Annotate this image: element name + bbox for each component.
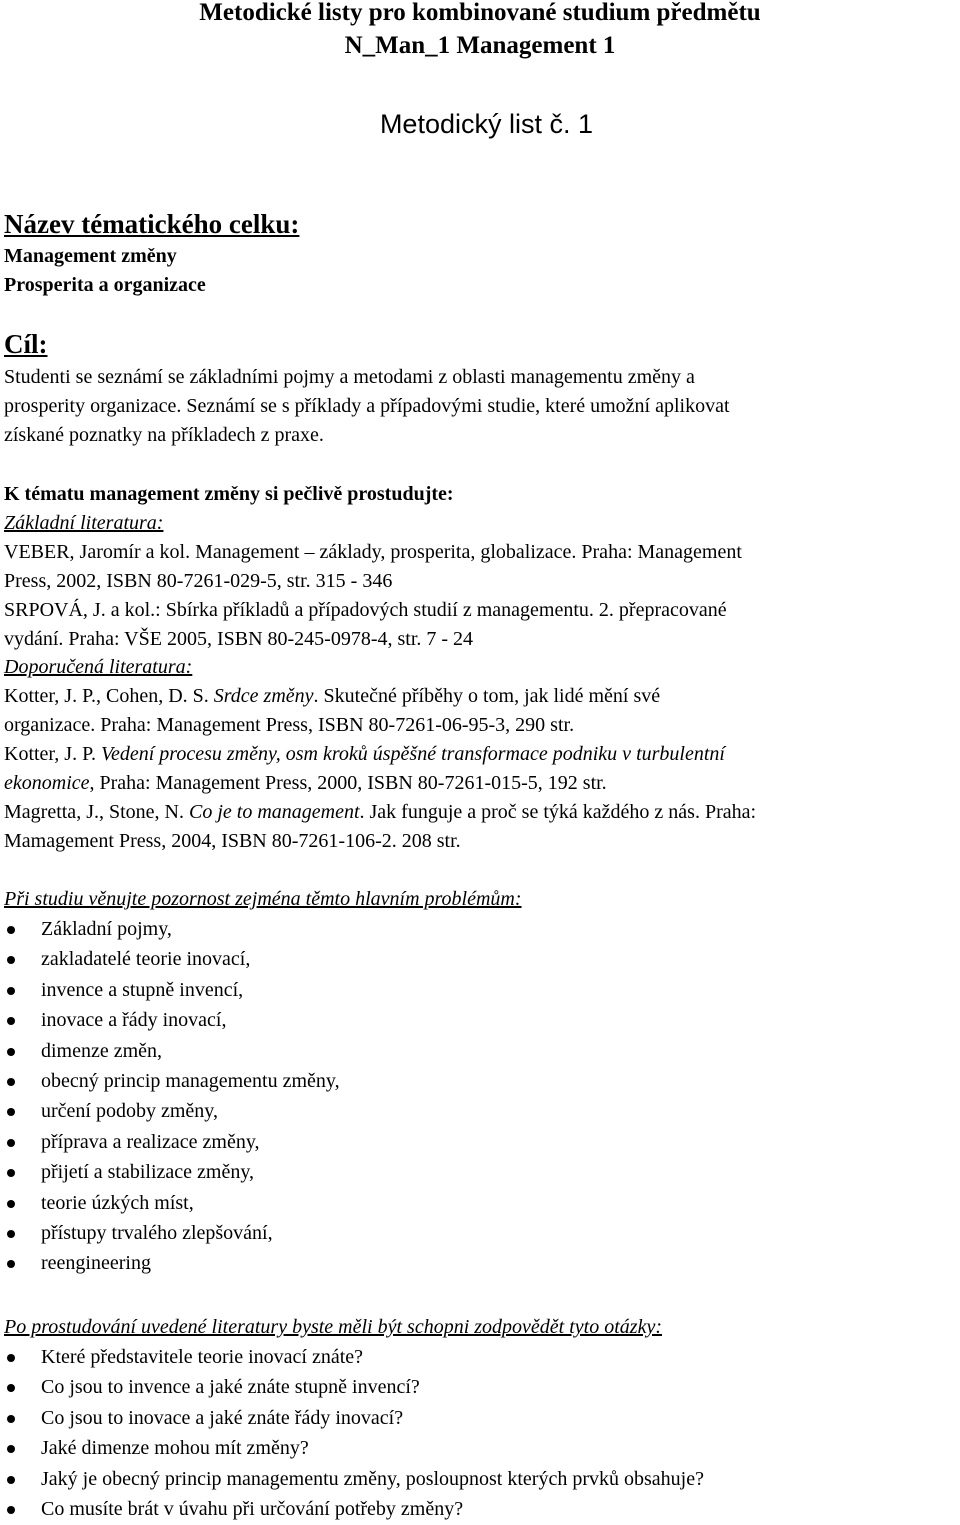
list-item: Co jsou to invence a jaké znáte stupně invencí?	[0, 1372, 704, 1402]
list-item: Které představitele teorie inovací znáte?	[0, 1342, 704, 1372]
recommended-ref1-line2: organizace. Praha: Management Press, ISBN 80-7261-06-95-3, 290 str.	[4, 714, 575, 736]
ref3-rest: . Jak funguje a proč se týká každého z nás. Praha:	[359, 801, 757, 823]
questions-heading: Po prostudování uvedené literatury byste měli být schopni zodpovědět tyto otázky:	[4, 1316, 662, 1338]
basic-literature-label: Základní literatura:	[4, 512, 164, 534]
questions-list	[0, 1342, 704, 1524]
list-item: Základní pojmy,	[0, 914, 340, 944]
recommended-ref1-line1	[4, 681, 660, 711]
document-title-line1: Metodické listy pro kombinované studium předmětu	[199, 0, 761, 26]
study-heading: K tématu management změny si pečlivě prostudujte:	[4, 483, 454, 505]
recommended-ref2-line2	[4, 768, 607, 798]
basic-ref1-line2: Press, 2002, ISBN 80-7261-029-5, str. 315 - 346	[4, 570, 393, 592]
recommended-ref3-line2: Mamagement Press, 2004, ISBN 80-7261-106-2. 208 str.	[4, 830, 461, 852]
list-item: Co jsou to inovace a jaké znáte řády inovací?	[0, 1403, 704, 1433]
goal-line3: získané poznatky na příkladech z praxe.	[4, 424, 324, 446]
list-item: Jaký je obecný princip managementu změny, posloupnost kterých prvků obsahuje?	[0, 1464, 704, 1494]
problems-heading: Při studiu věnujte pozornost zejména těmto hlavním problémům:	[4, 888, 522, 910]
ref2-title: Vedení procesu změny, osm kroků úspěšné transformace podniku v turbulentní	[100, 743, 725, 765]
list-item: Jaké dimenze mohou mít změny?	[0, 1433, 704, 1463]
document-title-line2: N_Man_1 Management 1	[344, 32, 616, 59]
sheet-number: Metodický list č. 1	[379, 109, 593, 139]
ref3-title: Co je to management	[188, 801, 360, 823]
ref1-title: Srdce změny	[213, 685, 314, 707]
goal-line2: prosperity organizace. Seznámí se s příklady a případovými studie, které umožní aplikovat	[4, 395, 730, 417]
list-item: přístupy trvalého zlepšování,	[0, 1218, 340, 1248]
list-item: dimenze změn,	[0, 1036, 340, 1066]
ref1-rest: . Skutečné příběhy o tom, jak lidé mění své	[313, 685, 661, 707]
list-item: reengineering	[0, 1248, 340, 1278]
list-item: teorie úzkých míst,	[0, 1188, 340, 1218]
list-item: obecný princip managementu změny,	[0, 1066, 340, 1096]
list-item: příprava a realizace změny,	[0, 1127, 340, 1157]
problems-list	[0, 914, 340, 1279]
ref3-author: Magretta, J., Stone, N.	[4, 801, 189, 823]
ref2-author: Kotter, J. P.	[4, 743, 101, 765]
list-item: přijetí a stabilizace změny,	[0, 1157, 340, 1187]
recommended-ref3-line1	[4, 797, 756, 827]
list-item: invence a stupně invencí,	[0, 975, 340, 1005]
recommended-literature-label: Doporučená literatura:	[4, 656, 193, 678]
ref2-title-cont: ekonomice	[4, 772, 90, 794]
basic-ref2-line1: SRPOVÁ, J. a kol.: Sbírka příkladů a případových studií z managementu. 2. přepracované	[4, 599, 727, 621]
ref1-author: Kotter, J. P., Cohen, D. S.	[4, 685, 214, 707]
list-item: zakladatelé teorie inovací,	[0, 944, 340, 974]
ref2-rest: , Praha: Management Press, 2000, ISBN 80-7261-015-5, 192 str.	[89, 772, 607, 794]
recommended-ref2-line1	[4, 739, 725, 769]
unit-heading: Název tématického celku:	[4, 209, 300, 239]
goal-heading: Cíl:	[4, 329, 48, 359]
goal-line1: Studenti se seznámí se základními pojmy a metodami z oblasti managementu změny a	[4, 366, 695, 388]
unit-line2: Prosperita a organizace	[4, 274, 206, 296]
basic-ref1-line1: VEBER, Jaromír a kol. Management – základy, prosperita, globalizace. Praha: Management	[4, 541, 742, 563]
list-item: určení podoby změny,	[0, 1096, 340, 1126]
list-item: inovace a řády inovací,	[0, 1005, 340, 1035]
list-item: Co musíte brát v úvahu při určování potřeby změny?	[0, 1494, 704, 1524]
basic-ref2-line2: vydání. Praha: VŠE 2005, ISBN 80-245-0978-4, str. 7 - 24	[4, 628, 474, 650]
unit-line1: Management změny	[4, 245, 177, 267]
